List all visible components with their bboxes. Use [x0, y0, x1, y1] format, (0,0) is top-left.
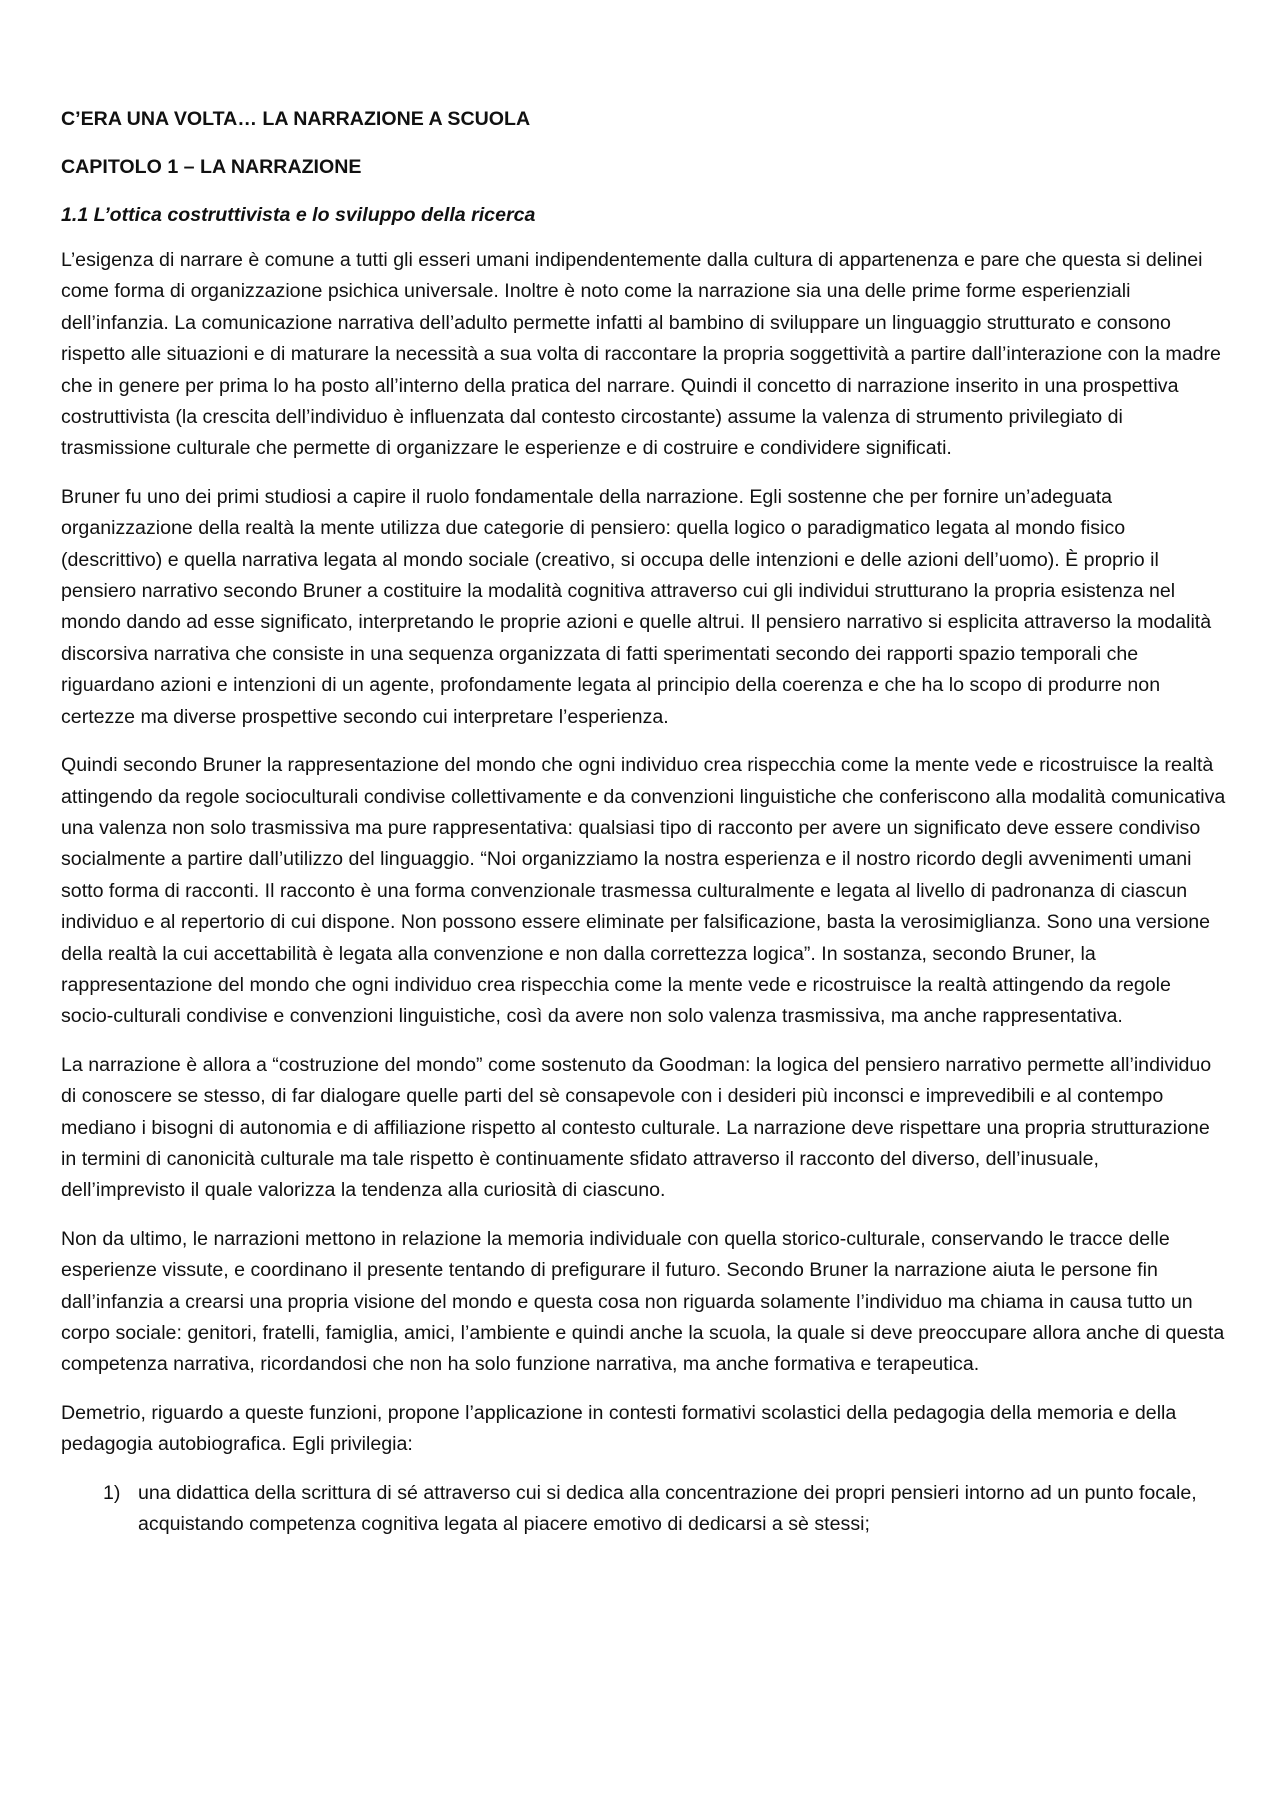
list-item-text: una didattica della scrittura di sé attraverso cui si dedica alla concentrazione dei propri pensieri intorno ad un punto focale, acquistando competenza cognitiva legata al piacere emotivo di dedicarsi a sè stessi; — [138, 1481, 1197, 1536]
paragraph: Non da ultimo, le narrazioni mettono in relazione la memoria individuale con quella storico-culturale, conservando le tracce delle esperienze vissute, e coordinano il presente tentando di prefigurare il futuro. Secondo Bruner la narrazione aiuta le persone fin dall’infanzia a crearsi una propria visione del mondo e questa cosa non riguarda solamente l’individuo ma chiama in causa tutto un corpo sociale: genitori, fratelli, famiglia, amici, l’ambiente e quindi anche la scuola, la quale si deve preoccupare allora anche di questa competenza narrativa, ricordandosi che non ha solo funzione narrativa, ma anche formativa e terapeutica. — [61, 1227, 1225, 1376]
paragraph: Demetrio, riguardo a queste funzioni, propone l’applicazione in contesti formativi scolastici della pedagogia della memoria e della pedagogia autobiografica. Egli privilegia: — [61, 1401, 1177, 1456]
paragraph: La narrazione è allora a “costruzione del mondo” come sostenuto da Goodman: la logica del pensiero narrativo permette all’individuo di conoscere se stesso, di far dialogare quelle parti del sè consapevole con i desideri più inconsci e imprevedibili e al contempo mediano i bisogni di autonomia e di affiliazione rispetto al contesto culturale. La narrazione deve rispettare una propria strutturazione in termini di canonicità culturale ma tale rispetto è continuamente sfidato attraverso il racconto del diverso, dell’inusuale, dell’imprevisto il quale valorizza la tendenza alla curiosità di ciascuno. — [61, 1053, 1212, 1202]
paragraph: Bruner fu uno dei primi studiosi a capire il ruolo fondamentale della narrazione. Egli sostenne che per fornire un’adeguata organizzazione della realtà la mente utilizza due categorie di pensiero: quella logico o paradigmatico legata al mondo fisico (descrittivo) e quella narrativa legata al mondo sociale (creativo, si occupa delle intenzioni e delle azioni dell’uomo). È proprio il pensiero narrativo secondo Bruner a costituire la modalità cognitiva attraverso cui gli individui strutturano la propria esistenza nel mondo dando ad esse significato, interpretando le proprie azioni e quelle altrui. Il pensiero narrativo si esplicita attraverso la modalità discorsiva narrativa che consiste in una sequenza organizzata di fatti sperimentati secondo dei rapporti spazio temporali che riguardano azioni e intenzioni di un agente, profondamente legata al principio della coerenza e che ha lo scopo di produrre non certezze ma diverse prospettive secondo cui interpretare l’esperienza. — [61, 485, 1212, 728]
paragraph: L’esigenza di narrare è comune a tutti gli esseri umani indipendentemente dalla cultura di appartenenza e pare che questa si delinei come forma di organizzazione psichica universale. Inoltre è noto come la narrazione sia una delle prime forme esperienziali dell’infanzia. La comunicazione narrativa dell’adulto permette infatti al bambino di sviluppare un linguaggio strutturato e consono rispetto alle situazioni e di maturare la necessità a sua volta di raccontare la propria soggettività a partire dall’interazione con la madre che in genere per prima lo ha posto all’interno della pratica del narrare. Quindi il concetto di narrazione inserito in una prospettiva costruttivista (la crescita dell’individuo è influenzata dal contesto circostante) assume la valenza di strumento privilegiato di trasmissione culturale che permette di organizzare le esperienze e di costruire e condividere significati. — [61, 249, 1221, 460]
list-item-number: 1) — [103, 1481, 121, 1504]
numbered-list — [61, 1478, 1226, 1541]
list-item — [61, 1478, 1226, 1541]
document-page — [61, 104, 1226, 1540]
section-heading: 1.1 L’ottica costruttivista e lo sviluppo della ricerca — [61, 204, 536, 226]
chapter-heading: CAPITOLO 1 – LA NARRAZIONE — [61, 156, 362, 178]
document-title: C’ERA UNA VOLTA… LA NARRAZIONE A SCUOLA — [61, 108, 531, 130]
paragraph: Quindi secondo Bruner la rappresentazione del mondo che ogni individuo crea rispecchia come la mente vede e ricostruisce la realtà attingendo da regole socioculturali condivise collettivamente e da convenzioni linguistiche che conferiscono alla modalità comunicativa una valenza non solo trasmissiva ma pure rappresentativa: qualsiasi tipo di racconto per avere un significato deve essere condiviso socialmente a partire dall’utilizzo del linguaggio. “Noi organizziamo la nostra esperienza e il nostro ricordo degli avvenimenti umani sotto forma di racconti. Il racconto è una forma convenzionale trasmessa culturalmente e legata al livello di padronanza di ciascun individuo e al repertorio di cui dispone. Non possono essere eliminate per falsificazione, basta la verosimiglianza. Sono una versione della realtà la cui accettabilità è legata alla convenzione e non dalla correttezza logica”. In sostanza, secondo Bruner, la rappresentazione del mondo che ogni individuo crea rispecchia come la mente vede e ricostruisce la realtà attingendo da regole socio-culturali condivise e convenzioni linguistiche, così da avere non solo valenza trasmissiva, ma anche rappresentativa. — [61, 754, 1226, 1028]
